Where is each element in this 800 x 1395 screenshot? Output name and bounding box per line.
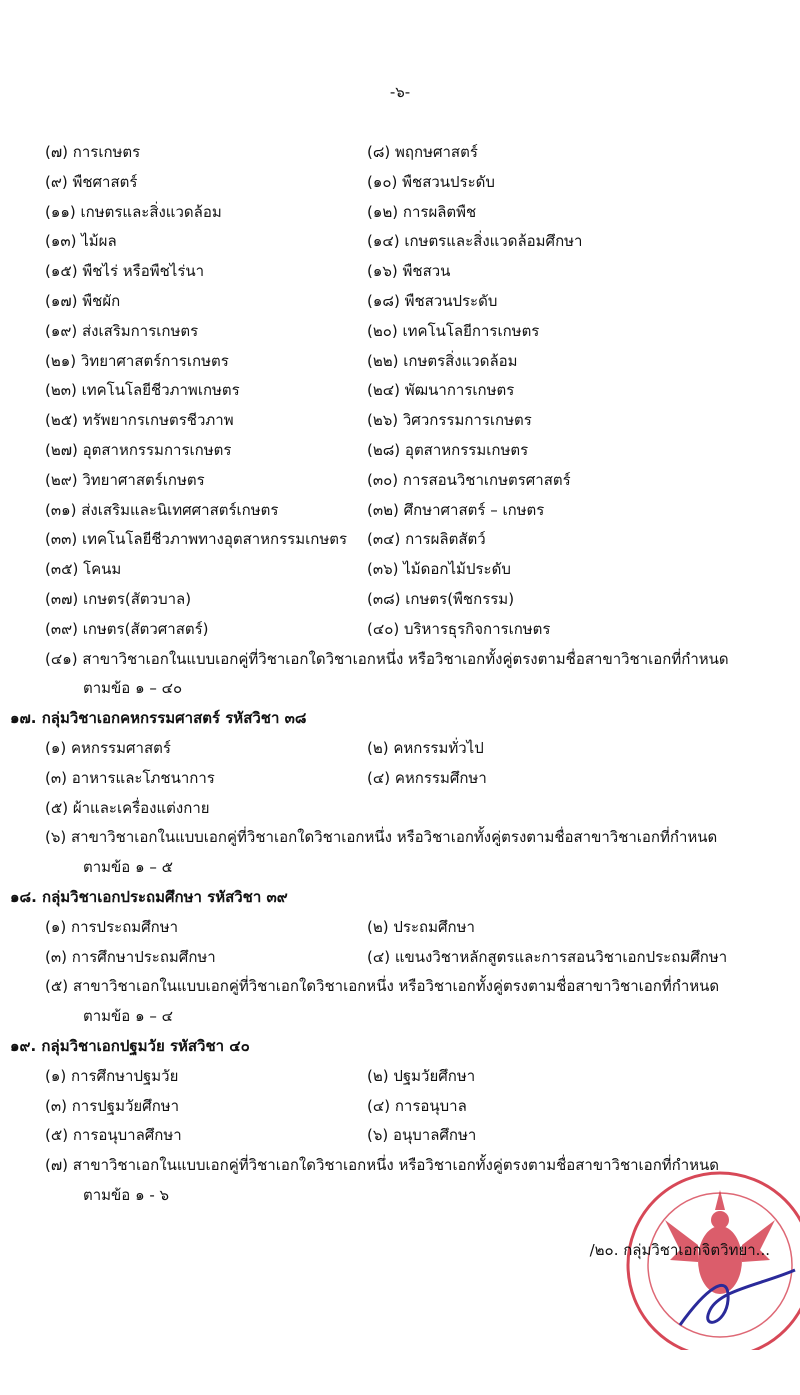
section-16-row <box>0 615 800 645</box>
section-16-row <box>0 496 800 526</box>
section-18-list <box>0 913 800 973</box>
list-item: (๑) คหกรรมศาสตร์ <box>45 738 171 757</box>
section-16-final-cont: ตามข้อ ๑ – ๔๐ <box>83 679 183 698</box>
list-item: (๒๘) อุตสาหกรรมเกษตร <box>367 440 529 459</box>
list-item: (๔) แขนงวิชาหลักสูตรและการสอนวิชาเอกประถมศึกษา <box>367 947 728 966</box>
section-16-row <box>0 376 800 406</box>
list-item: (๒๕) ทรัพยากรเกษตรชีวภาพ <box>45 411 234 430</box>
section-17-list <box>0 734 800 823</box>
list-item: (๑๐) พืชสวนประดับ <box>367 172 495 191</box>
list-item: (๑๕) พืชไร่ หรือพืชไร่นา <box>45 262 205 281</box>
list-item: (๒) ประถมศึกษา <box>367 917 475 936</box>
section-16-final-item: (๔๑) สาขาวิชาเอกในแบบเอกคู่ที่วิชาเอกใดวิชาเอกหนึ่ง หรือวิชาเอกทั้งคู่ตรงตามชื่อสาขาวิชาเอกที่กำหนด <box>45 649 729 668</box>
list-item: (๒๔) พัฒนาการเกษตร <box>367 381 515 400</box>
list-item: (๖) อนุบาลศึกษา <box>367 1126 477 1145</box>
section-16-row <box>0 406 800 436</box>
list-item: (๒๑) วิทยาศาสตร์การเกษตร <box>45 351 229 370</box>
list-item: (๒๗) อุตสาหกรรมการเกษตร <box>45 440 232 459</box>
list-item: (๔๐) บริหารธุรกิจการเกษตร <box>367 619 551 638</box>
list-item: (๑๔) เกษตรและสิ่งแวดล้อมศึกษา <box>367 232 583 251</box>
section-17-heading: ๑๗. กลุ่มวิชาเอกคหกรรมศาสตร์ รหัสวิชา ๓๘ <box>10 709 307 728</box>
list-item: (๕) การอนุบาลศึกษา <box>45 1126 182 1145</box>
section-16-row <box>0 168 800 198</box>
list-item: (๓๘) เกษตร(พืชกรรม) <box>367 589 515 608</box>
section-18-heading: ๑๘. กลุ่มวิชาเอกประถมศึกษา รหัสวิชา ๓๙ <box>10 887 288 906</box>
list-item: (๔) การอนุบาล <box>367 1096 467 1115</box>
list-item: (๒๓) เทคโนโลยีชีวภาพเกษตร <box>45 381 240 400</box>
list-item: (๒๒) เกษตรสิ่งแวดล้อม <box>367 351 518 370</box>
list-item: (๓๙) เกษตร(สัตวศาสตร์) <box>45 619 209 638</box>
list-item: (๗) การเกษตร <box>45 143 141 161</box>
section-17-row <box>0 794 800 824</box>
list-item: (๓) การศึกษาประถมศึกษา <box>45 947 216 966</box>
list-item: (๓๖) ไม้ดอกไม้ประดับ <box>367 560 511 579</box>
list-item: (๓๗) เกษตร(สัตวบาล) <box>45 589 192 608</box>
list-item: (๒๙) วิทยาศาสตร์เกษตร <box>45 470 205 489</box>
list-item: (๓) อาหารและโภชนาการ <box>45 768 215 787</box>
list-item: (๒) ปฐมวัยศึกษา <box>367 1066 476 1085</box>
section-16-row <box>0 317 800 347</box>
list-item: (๑๙) ส่งเสริมการเกษตร <box>45 321 199 340</box>
section-17-row <box>0 734 800 764</box>
list-item: (๕) ผ้าและเครื่องแต่งกาย <box>45 798 210 817</box>
list-item: (๓๕) โคนม <box>45 560 122 579</box>
section-16-row <box>0 525 800 555</box>
list-item: (๙) พืชศาสตร์ <box>45 172 138 191</box>
list-item: (๓๔) การผลิตสัตว์ <box>367 530 486 549</box>
section-16-row <box>0 257 800 287</box>
section-16-row <box>0 436 800 466</box>
list-item: (๘) พฤกษศาสตร์ <box>367 143 478 161</box>
section-16-row <box>0 198 800 228</box>
list-item: (๓๒) ศึกษาศาสตร์ – เกษตร <box>367 500 545 519</box>
section-19-final-item: (๗) สาขาวิชาเอกในแบบเอกคู่ที่วิชาเอกใดวิชาเอกหนึ่ง หรือวิชาเอกทั้งคู่ตรงตามชื่อสาขาวิชาเอกที่กำหนด <box>45 1156 720 1175</box>
section-19-list <box>0 1062 800 1151</box>
section-19-row <box>0 1092 800 1122</box>
list-item: (๓๓) เทคโนโลยีชีวภาพทางอุตสาหกรรมเกษตร <box>45 530 348 549</box>
document-body <box>0 138 800 1211</box>
section-18-final-cont: ตามข้อ ๑ – ๔ <box>83 1007 173 1026</box>
section-16-row <box>0 555 800 585</box>
section-19-row <box>0 1062 800 1092</box>
list-item: (๑๒) การผลิตพืช <box>367 202 477 221</box>
list-item: (๑) การศึกษาปฐมวัย <box>45 1066 179 1085</box>
section-17-row <box>0 764 800 794</box>
next-page-reference: /๒๐. กลุ่มวิชาเอกจิตวิทยา... <box>589 1241 770 1259</box>
list-item: (๑๘) พืชสวนประดับ <box>367 291 498 310</box>
page-number: -๖- <box>389 83 411 101</box>
list-item: (๔) คหกรรมศึกษา <box>367 768 487 787</box>
section-18-row <box>0 943 800 973</box>
list-item: (๑๖) พืชสวน <box>367 262 451 281</box>
list-item: (๑๗) พืชผัก <box>45 291 121 310</box>
section-16-row <box>0 347 800 377</box>
section-16-row <box>0 585 800 615</box>
section-17-final-cont: ตามข้อ ๑ – ๕ <box>83 858 173 877</box>
section-18-row <box>0 913 800 943</box>
section-19-heading: ๑๙. กลุ่มวิชาเอกปฐมวัย รหัสวิชา ๔๐ <box>10 1036 250 1055</box>
list-item: (๒๐) เทคโนโลยีการเกษตร <box>367 321 540 340</box>
section-16-row <box>0 287 800 317</box>
list-item: (๓) การปฐมวัยศึกษา <box>45 1096 180 1115</box>
list-item: (๒๖) วิศวกรรมการเกษตร <box>367 411 532 430</box>
section-19-final-cont: ตามข้อ ๑ - ๖ <box>83 1185 170 1204</box>
list-item: (๓๑) ส่งเสริมและนิเทศศาสตร์เกษตร <box>45 500 279 519</box>
section-16-row <box>0 466 800 496</box>
list-item: (๑๑) เกษตรและสิ่งแวดล้อม <box>45 202 222 221</box>
section-17-final-item: (๖) สาขาวิชาเอกในแบบเอกคู่ที่วิชาเอกใดวิชาเอกหนึ่ง หรือวิชาเอกทั้งคู่ตรงตามชื่อสาขาวิชาเอกที่กำหนด <box>45 828 718 847</box>
section-18-final-item: (๕) สาขาวิชาเอกในแบบเอกคู่ที่วิชาเอกใดวิชาเอกหนึ่ง หรือวิชาเอกทั้งคู่ตรงตามชื่อสาขาวิชาเอกที่กำหนด <box>45 977 720 996</box>
list-item: (๑๓) ไม้ผล <box>45 232 117 251</box>
list-item: (๓๐) การสอนวิชาเกษตรศาสตร์ <box>367 470 571 489</box>
section-19-row <box>0 1121 800 1151</box>
section-16-list <box>0 138 800 645</box>
section-16-row <box>0 138 800 168</box>
list-item: (๑) การประถมศึกษา <box>45 917 179 936</box>
section-16-row <box>0 227 800 257</box>
list-item: (๒) คหกรรมทั่วไป <box>367 738 484 757</box>
